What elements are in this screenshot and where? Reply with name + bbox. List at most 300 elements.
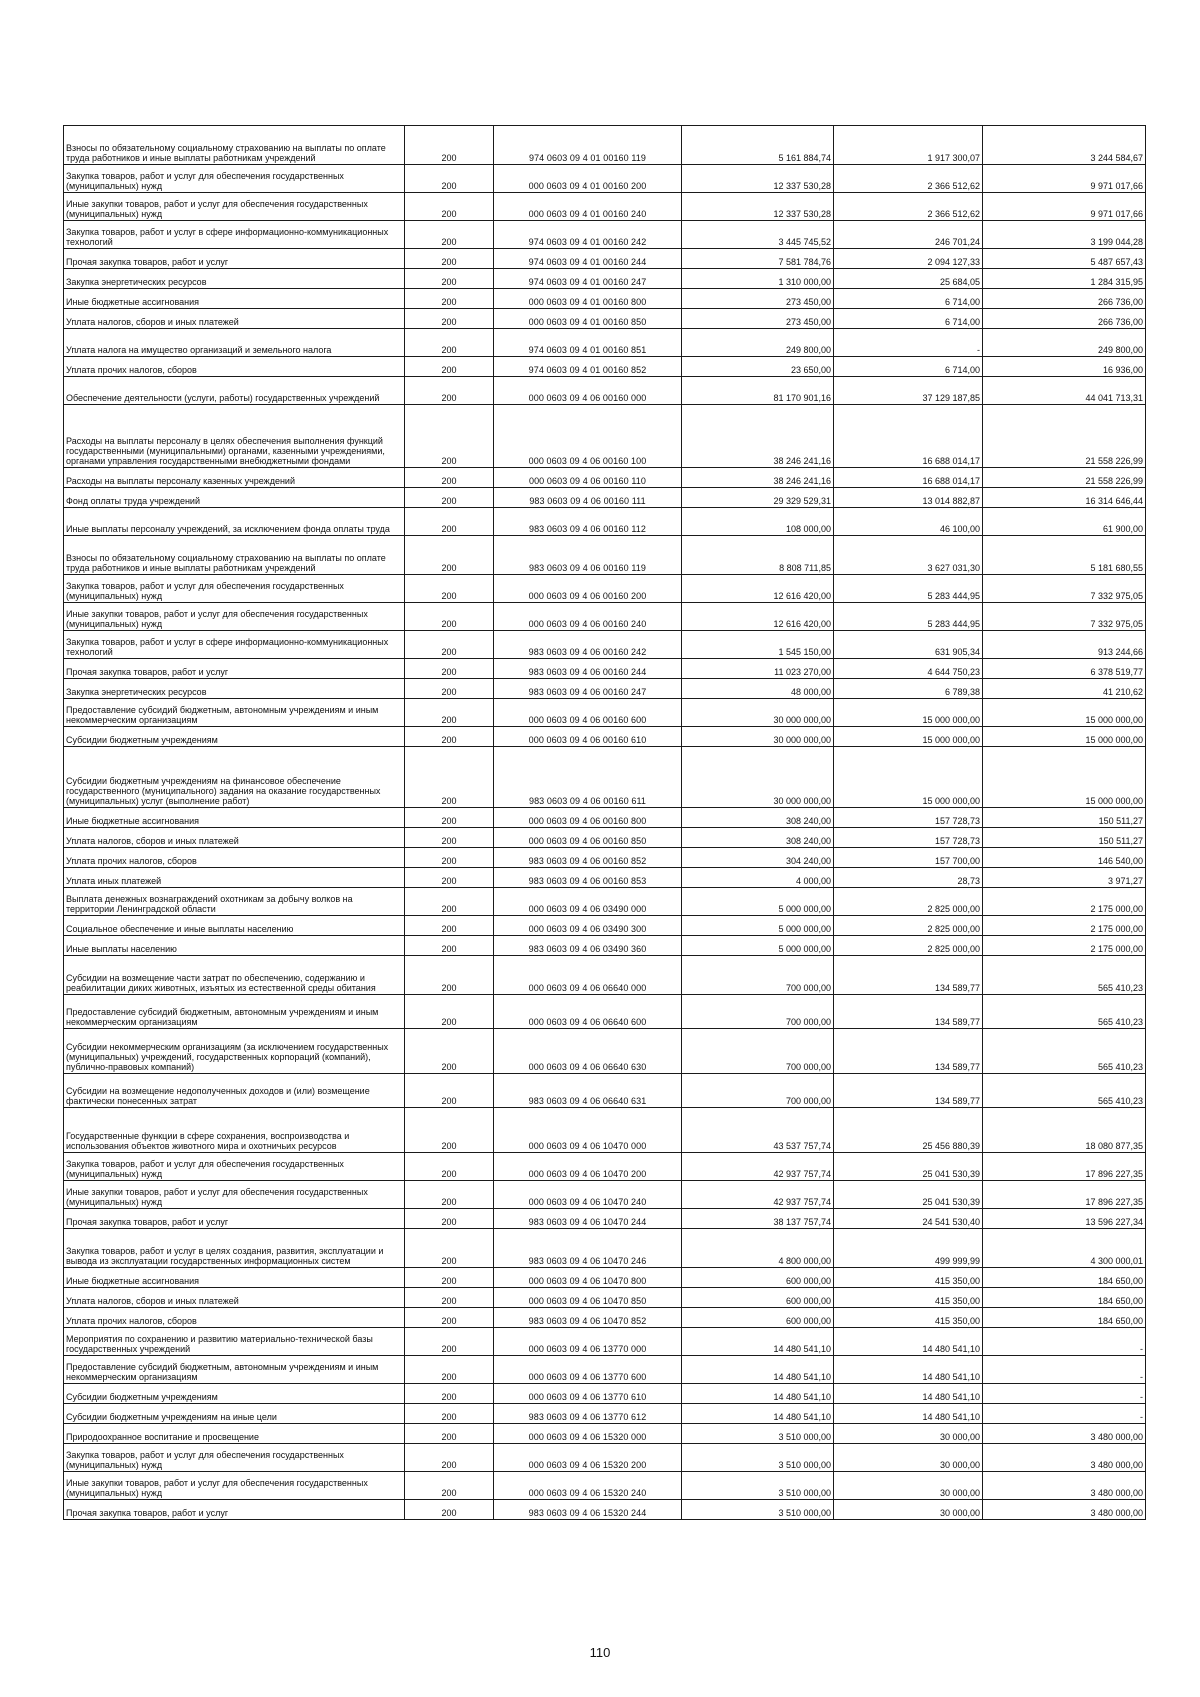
row-name-cell: Иные закупки товаров, работ и услуг для обеспечения государственных (муниципальных) нужд bbox=[64, 1472, 405, 1500]
row-kbk-cell: 000 0603 09 4 06 10470 850 bbox=[494, 1288, 682, 1308]
row-approved-cell: 23 650,00 bbox=[682, 357, 834, 377]
row-kbk-cell: 000 0603 09 4 06 00160 100 bbox=[494, 405, 682, 468]
row-unexecuted-cell: 6 378 519,77 bbox=[983, 659, 1146, 679]
table-row bbox=[64, 936, 1146, 956]
row-unexecuted-cell: 3 480 000,00 bbox=[983, 1444, 1146, 1472]
row-name-cell: Иные бюджетные ассигнования bbox=[64, 289, 405, 309]
row-name-cell: Уплата налогов, сборов и иных платежей bbox=[64, 1288, 405, 1308]
row-executed-cell: 134 589,77 bbox=[834, 1074, 983, 1108]
row-approved-cell: 3 510 000,00 bbox=[682, 1424, 834, 1444]
row-kbk-cell: 000 0603 09 4 06 00160 240 bbox=[494, 603, 682, 631]
row-code-cell: 200 bbox=[405, 888, 494, 916]
row-approved-cell: 43 537 757,74 bbox=[682, 1108, 834, 1153]
table-row bbox=[64, 1328, 1146, 1356]
row-name-cell: Выплата денежных вознаграждений охотникам за добычу волков на территории Ленинградской области bbox=[64, 888, 405, 916]
row-executed-cell: 14 480 541,10 bbox=[834, 1384, 983, 1404]
row-unexecuted-cell: 9 971 017,66 bbox=[983, 165, 1146, 193]
row-name-cell: Закупка товаров, работ и услуг для обеспечения государственных (муниципальных) нужд bbox=[64, 1444, 405, 1472]
row-code-cell: 200 bbox=[405, 126, 494, 165]
row-unexecuted-cell: 3 971,27 bbox=[983, 868, 1146, 888]
row-approved-cell: 81 170 901,16 bbox=[682, 377, 834, 405]
row-kbk-cell: 983 0603 09 4 06 15320 244 bbox=[494, 1500, 682, 1520]
row-unexecuted-cell: 41 210,62 bbox=[983, 679, 1146, 699]
table-row bbox=[64, 1029, 1146, 1074]
row-executed-cell: 16 688 014,17 bbox=[834, 468, 983, 488]
row-unexecuted-cell: 2 175 000,00 bbox=[983, 936, 1146, 956]
row-unexecuted-cell: 146 540,00 bbox=[983, 848, 1146, 868]
row-unexecuted-cell: 184 650,00 bbox=[983, 1308, 1146, 1328]
row-name-cell: Предоставление субсидий бюджетным, автономным учреждениям и иным некоммерческим организациям bbox=[64, 995, 405, 1029]
row-name-cell: Закупка товаров, работ и услуг для обеспечения государственных (муниципальных) нужд bbox=[64, 165, 405, 193]
row-code-cell: 200 bbox=[405, 575, 494, 603]
row-code-cell: 200 bbox=[405, 1356, 494, 1384]
row-kbk-cell: 983 0603 09 4 06 10470 246 bbox=[494, 1229, 682, 1268]
row-executed-cell: 6 714,00 bbox=[834, 289, 983, 309]
row-executed-cell: 6 789,38 bbox=[834, 679, 983, 699]
row-unexecuted-cell: 15 000 000,00 bbox=[983, 699, 1146, 727]
table-row bbox=[64, 1472, 1146, 1500]
row-kbk-cell: 000 0603 09 4 06 03490 000 bbox=[494, 888, 682, 916]
row-kbk-cell: 000 0603 09 4 06 13770 610 bbox=[494, 1384, 682, 1404]
row-unexecuted-cell: 15 000 000,00 bbox=[983, 747, 1146, 808]
row-code-cell: 200 bbox=[405, 329, 494, 357]
row-code-cell: 200 bbox=[405, 699, 494, 727]
row-unexecuted-cell: 21 558 226,99 bbox=[983, 405, 1146, 468]
row-code-cell: 200 bbox=[405, 1074, 494, 1108]
row-approved-cell: 8 808 711,85 bbox=[682, 536, 834, 575]
row-executed-cell: 246 701,24 bbox=[834, 221, 983, 249]
row-executed-cell: 5 283 444,95 bbox=[834, 575, 983, 603]
table-row bbox=[64, 221, 1146, 249]
row-code-cell: 200 bbox=[405, 995, 494, 1029]
row-approved-cell: 5 000 000,00 bbox=[682, 916, 834, 936]
row-approved-cell: 38 246 241,16 bbox=[682, 468, 834, 488]
row-name-cell: Субсидии бюджетным учреждениям bbox=[64, 727, 405, 747]
row-executed-cell: 6 714,00 bbox=[834, 357, 983, 377]
row-kbk-cell: 000 0603 09 4 06 00160 600 bbox=[494, 699, 682, 727]
row-code-cell: 200 bbox=[405, 488, 494, 508]
table-row bbox=[64, 679, 1146, 699]
table-row bbox=[64, 747, 1146, 808]
table-row bbox=[64, 808, 1146, 828]
row-code-cell: 200 bbox=[405, 727, 494, 747]
row-executed-cell: 415 350,00 bbox=[834, 1268, 983, 1288]
row-kbk-cell: 983 0603 09 4 06 00160 112 bbox=[494, 508, 682, 536]
row-unexecuted-cell: 16 314 646,44 bbox=[983, 488, 1146, 508]
row-code-cell: 200 bbox=[405, 1209, 494, 1229]
row-code-cell: 200 bbox=[405, 747, 494, 808]
row-kbk-cell: 983 0603 09 4 06 00160 247 bbox=[494, 679, 682, 699]
row-approved-cell: 1 310 000,00 bbox=[682, 269, 834, 289]
row-kbk-cell: 983 0603 09 4 06 00160 852 bbox=[494, 848, 682, 868]
row-approved-cell: 273 450,00 bbox=[682, 289, 834, 309]
table-row bbox=[64, 165, 1146, 193]
row-name-cell: Взносы по обязательному социальному страхованию на выплаты по оплате труда работников и иные выплаты работникам учреждений bbox=[64, 536, 405, 575]
table-row bbox=[64, 631, 1146, 659]
row-approved-cell: 3 510 000,00 bbox=[682, 1444, 834, 1472]
table-row bbox=[64, 1074, 1146, 1108]
table-row bbox=[64, 249, 1146, 269]
row-code-cell: 200 bbox=[405, 536, 494, 575]
row-kbk-cell: 000 0603 09 4 06 06640 600 bbox=[494, 995, 682, 1029]
row-kbk-cell: 974 0603 09 4 01 00160 247 bbox=[494, 269, 682, 289]
row-approved-cell: 48 000,00 bbox=[682, 679, 834, 699]
row-name-cell: Иные закупки товаров, работ и услуг для обеспечения государственных (муниципальных) нужд bbox=[64, 193, 405, 221]
row-name-cell: Расходы на выплаты персоналу в целях обеспечения выполнения функций государственными (муниципальными) органами, казенными учреждениями, органами управления государственными внебюджетными фондами bbox=[64, 405, 405, 468]
row-executed-cell: 13 014 882,87 bbox=[834, 488, 983, 508]
row-code-cell: 200 bbox=[405, 508, 494, 536]
row-code-cell: 200 bbox=[405, 936, 494, 956]
table-row bbox=[64, 1288, 1146, 1308]
row-kbk-cell: 000 0603 09 4 06 06640 000 bbox=[494, 956, 682, 995]
row-name-cell: Взносы по обязательному социальному страхованию на выплаты по оплате труда работников и иные выплаты работникам учреждений bbox=[64, 126, 405, 165]
row-executed-cell: 25 684,05 bbox=[834, 269, 983, 289]
row-approved-cell: 14 480 541,10 bbox=[682, 1356, 834, 1384]
row-code-cell: 200 bbox=[405, 956, 494, 995]
row-name-cell: Прочая закупка товаров, работ и услуг bbox=[64, 1209, 405, 1229]
row-code-cell: 200 bbox=[405, 1308, 494, 1328]
row-unexecuted-cell: 150 511,27 bbox=[983, 808, 1146, 828]
row-unexecuted-cell: 61 900,00 bbox=[983, 508, 1146, 536]
table-row bbox=[64, 1308, 1146, 1328]
table-row bbox=[64, 536, 1146, 575]
row-name-cell: Субсидии бюджетным учреждениям на финансовое обеспечение государственного (муниципального) задания на оказание государственных (муниципальных) услуг (выполнение работ) bbox=[64, 747, 405, 808]
row-approved-cell: 30 000 000,00 bbox=[682, 747, 834, 808]
row-unexecuted-cell: 5 487 657,43 bbox=[983, 249, 1146, 269]
row-approved-cell: 5 000 000,00 bbox=[682, 888, 834, 916]
row-name-cell: Уплата налогов, сборов и иных платежей bbox=[64, 828, 405, 848]
row-kbk-cell: 983 0603 09 4 06 00160 242 bbox=[494, 631, 682, 659]
row-executed-cell: 1 917 300,07 bbox=[834, 126, 983, 165]
row-code-cell: 200 bbox=[405, 1424, 494, 1444]
row-kbk-cell: 000 0603 09 4 01 00160 800 bbox=[494, 289, 682, 309]
row-unexecuted-cell: 3 244 584,67 bbox=[983, 126, 1146, 165]
row-kbk-cell: 983 0603 09 4 06 10470 852 bbox=[494, 1308, 682, 1328]
page-number: 110 bbox=[589, 1645, 611, 1660]
row-approved-cell: 14 480 541,10 bbox=[682, 1328, 834, 1356]
row-unexecuted-cell: 249 800,00 bbox=[983, 329, 1146, 357]
row-kbk-cell: 983 0603 09 4 06 10470 244 bbox=[494, 1209, 682, 1229]
row-approved-cell: 12 616 420,00 bbox=[682, 575, 834, 603]
row-executed-cell: 15 000 000,00 bbox=[834, 699, 983, 727]
row-executed-cell: 16 688 014,17 bbox=[834, 405, 983, 468]
table-row bbox=[64, 659, 1146, 679]
row-approved-cell: 38 137 757,74 bbox=[682, 1209, 834, 1229]
row-code-cell: 200 bbox=[405, 1229, 494, 1268]
row-name-cell: Уплата иных платежей bbox=[64, 868, 405, 888]
table-row bbox=[64, 1356, 1146, 1384]
table-row bbox=[64, 468, 1146, 488]
row-executed-cell: 631 905,34 bbox=[834, 631, 983, 659]
row-kbk-cell: 000 0603 09 4 06 00160 800 bbox=[494, 808, 682, 828]
row-name-cell: Прочая закупка товаров, работ и услуг bbox=[64, 659, 405, 679]
row-approved-cell: 600 000,00 bbox=[682, 1268, 834, 1288]
row-name-cell: Закупка товаров, работ и услуг для обеспечения государственных (муниципальных) нужд bbox=[64, 575, 405, 603]
row-approved-cell: 4 000,00 bbox=[682, 868, 834, 888]
row-kbk-cell: 974 0603 09 4 01 00160 244 bbox=[494, 249, 682, 269]
row-name-cell: Закупка товаров, работ и услуг в сфере информационно-коммуникационных технологий bbox=[64, 631, 405, 659]
row-kbk-cell: 000 0603 09 4 06 15320 200 bbox=[494, 1444, 682, 1472]
row-unexecuted-cell: 7 332 975,05 bbox=[983, 575, 1146, 603]
row-code-cell: 200 bbox=[405, 193, 494, 221]
row-code-cell: 200 bbox=[405, 289, 494, 309]
row-approved-cell: 30 000 000,00 bbox=[682, 699, 834, 727]
row-unexecuted-cell: 4 300 000,01 bbox=[983, 1229, 1146, 1268]
row-kbk-cell: 983 0603 09 4 06 00160 611 bbox=[494, 747, 682, 808]
row-executed-cell: 6 714,00 bbox=[834, 309, 983, 329]
row-code-cell: 200 bbox=[405, 1444, 494, 1472]
row-unexecuted-cell: 2 175 000,00 bbox=[983, 916, 1146, 936]
row-approved-cell: 14 480 541,10 bbox=[682, 1384, 834, 1404]
row-name-cell: Закупка товаров, работ и услуг в сфере информационно-коммуникационных технологий bbox=[64, 221, 405, 249]
row-unexecuted-cell: 1 284 315,95 bbox=[983, 269, 1146, 289]
row-name-cell: Природоохранное воспитание и просвещение bbox=[64, 1424, 405, 1444]
row-name-cell: Иные бюджетные ассигнования bbox=[64, 808, 405, 828]
row-kbk-cell: 983 0603 09 4 06 03490 360 bbox=[494, 936, 682, 956]
row-approved-cell: 5 161 884,74 bbox=[682, 126, 834, 165]
row-approved-cell: 273 450,00 bbox=[682, 309, 834, 329]
row-approved-cell: 600 000,00 bbox=[682, 1288, 834, 1308]
row-name-cell: Предоставление субсидий бюджетным, автономным учреждениям и иным некоммерческим организациям bbox=[64, 1356, 405, 1384]
row-code-cell: 200 bbox=[405, 828, 494, 848]
row-unexecuted-cell: 13 596 227,34 bbox=[983, 1209, 1146, 1229]
row-unexecuted-cell: 565 410,23 bbox=[983, 1074, 1146, 1108]
row-approved-cell: 304 240,00 bbox=[682, 848, 834, 868]
row-name-cell: Обеспечение деятельности (услуги, работы) государственных учреждений bbox=[64, 377, 405, 405]
row-unexecuted-cell: 565 410,23 bbox=[983, 956, 1146, 995]
row-unexecuted-cell: 16 936,00 bbox=[983, 357, 1146, 377]
table-row bbox=[64, 1153, 1146, 1181]
row-executed-cell: 2 366 512,62 bbox=[834, 165, 983, 193]
table-row bbox=[64, 405, 1146, 468]
row-approved-cell: 1 545 150,00 bbox=[682, 631, 834, 659]
row-name-cell: Субсидии бюджетным учреждениям на иные цели bbox=[64, 1404, 405, 1424]
row-approved-cell: 600 000,00 bbox=[682, 1308, 834, 1328]
row-executed-cell: 499 999,99 bbox=[834, 1229, 983, 1268]
row-unexecuted-cell: 15 000 000,00 bbox=[983, 727, 1146, 747]
row-approved-cell: 42 937 757,74 bbox=[682, 1153, 834, 1181]
row-approved-cell: 4 800 000,00 bbox=[682, 1229, 834, 1268]
table-row bbox=[64, 488, 1146, 508]
row-code-cell: 200 bbox=[405, 468, 494, 488]
row-unexecuted-cell: 184 650,00 bbox=[983, 1288, 1146, 1308]
table-row bbox=[64, 1500, 1146, 1520]
row-kbk-cell: 974 0603 09 4 01 00160 851 bbox=[494, 329, 682, 357]
row-code-cell: 200 bbox=[405, 603, 494, 631]
row-unexecuted-cell: 3 480 000,00 bbox=[983, 1424, 1146, 1444]
row-code-cell: 200 bbox=[405, 1268, 494, 1288]
row-executed-cell: 134 589,77 bbox=[834, 956, 983, 995]
row-code-cell: 200 bbox=[405, 916, 494, 936]
row-unexecuted-cell: 18 080 877,35 bbox=[983, 1108, 1146, 1153]
row-approved-cell: 42 937 757,74 bbox=[682, 1181, 834, 1209]
table-body bbox=[64, 126, 1146, 1520]
row-executed-cell: 28,73 bbox=[834, 868, 983, 888]
row-name-cell: Мероприятия по сохранению и развитию материально-технической базы государственных учреждений bbox=[64, 1328, 405, 1356]
row-approved-cell: 38 246 241,16 bbox=[682, 405, 834, 468]
table-row bbox=[64, 1444, 1146, 1472]
table-row bbox=[64, 828, 1146, 848]
row-unexecuted-cell: 266 736,00 bbox=[983, 309, 1146, 329]
row-kbk-cell: 000 0603 09 4 06 10470 200 bbox=[494, 1153, 682, 1181]
row-approved-cell: 12 616 420,00 bbox=[682, 603, 834, 631]
table-row bbox=[64, 868, 1146, 888]
row-name-cell: Уплата прочих налогов, сборов bbox=[64, 848, 405, 868]
row-name-cell: Уплата прочих налогов, сборов bbox=[64, 357, 405, 377]
table-row bbox=[64, 916, 1146, 936]
row-name-cell: Уплата прочих налогов, сборов bbox=[64, 1308, 405, 1328]
row-executed-cell: 2 825 000,00 bbox=[834, 936, 983, 956]
row-name-cell: Прочая закупка товаров, работ и услуг bbox=[64, 249, 405, 269]
row-kbk-cell: 000 0603 09 4 01 00160 240 bbox=[494, 193, 682, 221]
row-executed-cell: 3 627 031,30 bbox=[834, 536, 983, 575]
row-approved-cell: 3 510 000,00 bbox=[682, 1472, 834, 1500]
table-row bbox=[64, 508, 1146, 536]
row-code-cell: 200 bbox=[405, 357, 494, 377]
row-kbk-cell: 000 0603 09 4 06 15320 000 bbox=[494, 1424, 682, 1444]
table-row bbox=[64, 848, 1146, 868]
row-unexecuted-cell: 150 511,27 bbox=[983, 828, 1146, 848]
row-executed-cell: 415 350,00 bbox=[834, 1288, 983, 1308]
row-unexecuted-cell: 17 896 227,35 bbox=[983, 1153, 1146, 1181]
row-executed-cell: 30 000,00 bbox=[834, 1472, 983, 1500]
table-row bbox=[64, 377, 1146, 405]
row-executed-cell: 30 000,00 bbox=[834, 1444, 983, 1472]
table-row bbox=[64, 309, 1146, 329]
row-name-cell: Иные выплаты персоналу учреждений, за исключением фонда оплаты труда bbox=[64, 508, 405, 536]
row-approved-cell: 700 000,00 bbox=[682, 956, 834, 995]
row-approved-cell: 14 480 541,10 bbox=[682, 1404, 834, 1424]
row-name-cell: Фонд оплаты труда учреждений bbox=[64, 488, 405, 508]
row-kbk-cell: 974 0603 09 4 01 00160 242 bbox=[494, 221, 682, 249]
row-code-cell: 200 bbox=[405, 868, 494, 888]
row-code-cell: 200 bbox=[405, 377, 494, 405]
row-code-cell: 200 bbox=[405, 1500, 494, 1520]
row-executed-cell: 25 041 530,39 bbox=[834, 1181, 983, 1209]
row-executed-cell: 5 283 444,95 bbox=[834, 603, 983, 631]
row-approved-cell: 700 000,00 bbox=[682, 995, 834, 1029]
row-kbk-cell: 000 0603 09 4 06 15320 240 bbox=[494, 1472, 682, 1500]
row-approved-cell: 5 000 000,00 bbox=[682, 936, 834, 956]
row-code-cell: 200 bbox=[405, 1029, 494, 1074]
table-row bbox=[64, 575, 1146, 603]
row-code-cell: 200 bbox=[405, 309, 494, 329]
row-executed-cell: 2 366 512,62 bbox=[834, 193, 983, 221]
table-row bbox=[64, 1209, 1146, 1229]
row-name-cell: Иные закупки товаров, работ и услуг для обеспечения государственных (муниципальных) нужд bbox=[64, 603, 405, 631]
table-row bbox=[64, 699, 1146, 727]
budget-execution-table bbox=[63, 125, 1146, 1520]
row-unexecuted-cell: 3 199 044,28 bbox=[983, 221, 1146, 249]
row-kbk-cell: 983 0603 09 4 06 06640 631 bbox=[494, 1074, 682, 1108]
row-kbk-cell: 974 0603 09 4 01 00160 119 bbox=[494, 126, 682, 165]
row-kbk-cell: 000 0603 09 4 06 00160 200 bbox=[494, 575, 682, 603]
table-row bbox=[64, 357, 1146, 377]
row-executed-cell: 157 700,00 bbox=[834, 848, 983, 868]
row-approved-cell: 11 023 270,00 bbox=[682, 659, 834, 679]
row-unexecuted-cell: 913 244,66 bbox=[983, 631, 1146, 659]
row-code-cell: 200 bbox=[405, 1328, 494, 1356]
row-executed-cell: 157 728,73 bbox=[834, 808, 983, 828]
row-name-cell: Социальное обеспечение и иные выплаты населению bbox=[64, 916, 405, 936]
row-code-cell: 200 bbox=[405, 631, 494, 659]
row-name-cell: Иные бюджетные ассигнования bbox=[64, 1268, 405, 1288]
row-unexecuted-cell: 266 736,00 bbox=[983, 289, 1146, 309]
row-name-cell: Закупка товаров, работ и услуг в целях создания, развития, эксплуатации и вывода из эксплуатации государственных информационных систем bbox=[64, 1229, 405, 1268]
table-row bbox=[64, 126, 1146, 165]
row-code-cell: 200 bbox=[405, 1153, 494, 1181]
row-kbk-cell: 983 0603 09 4 06 00160 119 bbox=[494, 536, 682, 575]
row-name-cell: Субсидии бюджетным учреждениям bbox=[64, 1384, 405, 1404]
row-unexecuted-cell: 3 480 000,00 bbox=[983, 1472, 1146, 1500]
row-executed-cell: 15 000 000,00 bbox=[834, 727, 983, 747]
row-executed-cell: 30 000,00 bbox=[834, 1500, 983, 1520]
row-name-cell: Иные закупки товаров, работ и услуг для обеспечения государственных (муниципальных) нужд bbox=[64, 1181, 405, 1209]
row-name-cell: Уплата налогов, сборов и иных платежей bbox=[64, 309, 405, 329]
row-approved-cell: 249 800,00 bbox=[682, 329, 834, 357]
row-executed-cell: 25 041 530,39 bbox=[834, 1153, 983, 1181]
row-name-cell: Закупка энергетических ресурсов bbox=[64, 679, 405, 699]
table-row bbox=[64, 1404, 1146, 1424]
row-kbk-cell: 000 0603 09 4 01 00160 850 bbox=[494, 309, 682, 329]
row-kbk-cell: 000 0603 09 4 06 13770 000 bbox=[494, 1328, 682, 1356]
table-row bbox=[64, 995, 1146, 1029]
table-row bbox=[64, 1384, 1146, 1404]
row-kbk-cell: 000 0603 09 4 06 06640 630 bbox=[494, 1029, 682, 1074]
row-name-cell: Закупка энергетических ресурсов bbox=[64, 269, 405, 289]
row-unexecuted-cell: 44 041 713,31 bbox=[983, 377, 1146, 405]
row-code-cell: 200 bbox=[405, 679, 494, 699]
row-executed-cell: 14 480 541,10 bbox=[834, 1356, 983, 1384]
table-row bbox=[64, 193, 1146, 221]
row-unexecuted-cell: 17 896 227,35 bbox=[983, 1181, 1146, 1209]
row-unexecuted-cell: 565 410,23 bbox=[983, 1029, 1146, 1074]
row-executed-cell: 37 129 187,85 bbox=[834, 377, 983, 405]
row-kbk-cell: 000 0603 09 4 06 00160 000 bbox=[494, 377, 682, 405]
row-approved-cell: 30 000 000,00 bbox=[682, 727, 834, 747]
row-unexecuted-cell: 565 410,23 bbox=[983, 995, 1146, 1029]
row-unexecuted-cell: - bbox=[983, 1384, 1146, 1404]
row-unexecuted-cell: 184 650,00 bbox=[983, 1268, 1146, 1288]
row-approved-cell: 700 000,00 bbox=[682, 1074, 834, 1108]
table-row bbox=[64, 1229, 1146, 1268]
row-kbk-cell: 000 0603 09 4 06 10470 800 bbox=[494, 1268, 682, 1288]
row-executed-cell: 2 825 000,00 bbox=[834, 916, 983, 936]
row-executed-cell: 2 094 127,33 bbox=[834, 249, 983, 269]
row-name-cell: Государственные функции в сфере сохранения, воспроизводства и использования объектов животного мира и охотничьих ресурсов bbox=[64, 1108, 405, 1153]
table-row bbox=[64, 289, 1146, 309]
row-code-cell: 200 bbox=[405, 808, 494, 828]
row-executed-cell: 24 541 530,40 bbox=[834, 1209, 983, 1229]
row-kbk-cell: 000 0603 09 4 06 03490 300 bbox=[494, 916, 682, 936]
table-row bbox=[64, 888, 1146, 916]
row-code-cell: 200 bbox=[405, 1181, 494, 1209]
row-code-cell: 200 bbox=[405, 1384, 494, 1404]
row-code-cell: 200 bbox=[405, 659, 494, 679]
row-executed-cell: 134 589,77 bbox=[834, 995, 983, 1029]
table-row bbox=[64, 603, 1146, 631]
row-code-cell: 200 bbox=[405, 269, 494, 289]
row-code-cell: 200 bbox=[405, 221, 494, 249]
row-code-cell: 200 bbox=[405, 405, 494, 468]
table-row bbox=[64, 727, 1146, 747]
row-kbk-cell: 983 0603 09 4 06 13770 612 bbox=[494, 1404, 682, 1424]
table-row bbox=[64, 329, 1146, 357]
row-executed-cell: 30 000,00 bbox=[834, 1424, 983, 1444]
row-executed-cell: 15 000 000,00 bbox=[834, 747, 983, 808]
row-kbk-cell: 000 0603 09 4 01 00160 200 bbox=[494, 165, 682, 193]
row-executed-cell: - bbox=[834, 329, 983, 357]
